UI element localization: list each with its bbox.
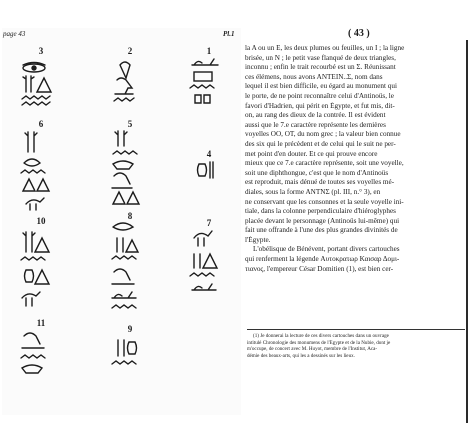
seated-figure-glyph-icon [112,173,132,188]
hand-glyph-icon [113,161,133,169]
column-number-6: 6 [38,119,44,129]
body-line: mieux que ce 7.e caractère représente, soit une voyelle, [245,159,404,168]
seated-figure-glyph-icon [115,78,133,94]
triangle-pair-glyph-icon [113,192,139,204]
plate-header-left: page 43 [3,30,26,38]
body-line: ne conservant que les consonnes et la seule voyelle ini- [245,197,404,206]
water-line-glyph-icon [190,273,214,276]
staff-glyph-icon [210,162,213,178]
column-number-5: 5 [127,119,133,129]
water-line-glyph-icon [112,361,136,364]
reed-pair-glyph-icon [118,340,124,356]
feather-glyph-icon [120,62,130,78]
footnote-line: m'occupe, de concert avec M. Huyot, membre de l'Institut, Aca- [247,346,378,353]
body-line: tiale, dans la colonne perpendiculaire d'hiéroglyphes [245,207,396,216]
footnote-line: intitulé Chronologie des monumens de l'Égypte et de la Nubie, dont je [247,339,391,346]
body-line: qui renferment la légende Αυτοκρατωρ Καισαρ Δομι- [245,255,400,264]
water-line-glyph-icon [21,355,45,358]
column-number-9: 9 [127,324,133,334]
column-number-8: 8 [127,211,133,221]
column-number-2: 2 [127,46,133,56]
body-line: τιανος, l'empereur César Domitien (1), est bien cer- [245,264,394,273]
body-text [245,44,467,274]
water-line-glyph-icon [113,151,137,154]
water-line-glyph-icon [112,305,136,308]
page-edge-line [466,40,468,423]
seated-figure-glyph-icon [22,333,44,348]
triangle-pair-glyph-icon [23,179,49,191]
water-line-glyph-icon [21,257,45,260]
hand-glyph-icon [22,365,42,373]
reclining-figure-glyph-icon [192,59,218,65]
text-page [241,28,474,427]
column-number-11: 11 [36,318,46,328]
column-number-3: 3 [38,46,44,56]
body-line: ces élémens, nous avons ANTEIN..Σ, nom dans [245,72,383,81]
body-line: met point d'en douter. Et ce qui prouve encore [245,149,378,158]
footnote-line: (1) Je donnerai la lecture de ces divers cartouches dans un ouvrage [253,333,389,339]
footnote-line: démie des beaux-arts, qui les a dessinés sur les lieux. [247,352,355,359]
body-line: le porte, de ne point reconnaître celui d'Antinoüs, le [245,91,394,100]
column-number-10: 10 [36,216,46,226]
triangle-glyph-icon [35,270,49,284]
reclining-figure-glyph-icon [192,284,216,290]
loop-glyph-icon [113,223,133,230]
water-line-glyph-icon [21,170,45,173]
vase-glyph-icon [128,342,137,354]
body-line: L'obélisque de Bénévent, portant divers cartouches [253,245,400,254]
bird-glyph-icon [22,292,40,306]
plate-header-right: Pl.1 [223,30,235,38]
box-glyph-icon [194,72,212,81]
reclining-figure-glyph-icon [112,292,136,298]
reed-pair-glyph-icon [115,131,127,146]
body-line: fait une offrande à l'une des plus grandes divinités de [245,226,398,235]
feather-glyph-icon [117,238,123,252]
vase-glyph-icon [198,164,207,176]
reed-pair-glyph-icon [194,254,200,268]
water-line-glyph-icon [22,102,50,105]
triangle-glyph-icon [126,240,138,252]
hieroglyph-plate [4,46,236,408]
body-line: inconnu ; enfin le trait recourbé est un Σ. Réunissant [245,63,396,72]
body-line: placée devant le personnage (Antinoüs lui-même) qui [245,216,400,225]
vase-glyph-icon [25,270,34,282]
body-line: brisée, un N ; le petit vase flanqué de deux triangles, [245,53,396,62]
footnote [247,333,467,359]
water-line-glyph-icon [190,85,214,88]
bird-glyph-icon [26,198,44,210]
body-line: diales, sous la forme ANTNΣ (pl. III, n.° 3), en [245,187,381,196]
reed-pair-glyph-icon [23,76,34,92]
water-line-glyph-icon [112,256,136,259]
hieroglyph-glyphs [4,46,236,408]
body-line: lequel il est bien difficile, eu égard au monument qui [245,82,397,91]
water-line-glyph-icon [22,96,50,99]
body-line: soit une diphthongue, c'est que le nom d'Antinoüs [245,168,389,177]
bird-glyph-icon [194,231,212,246]
water-line-glyph-icon [114,98,134,101]
loop-glyph-icon [24,159,40,166]
column-number-1: 1 [206,46,212,56]
body-line: on, au rang des dieux de la contrée. Il est évident [245,111,386,120]
eye-glyph-icon [23,63,45,73]
reed-pair-glyph-icon [23,232,35,252]
body-line: voyelles OO, OT, du nom grec ; la valeur bien connue [245,130,401,139]
body-line: des six qui le précèdent et de celui qui le suit ne per- [245,139,396,148]
footnote-divider [247,329,465,330]
triangle-glyph-icon [35,238,49,252]
reed-pair-glyph-icon [25,132,37,152]
column-number-7: 7 [206,218,212,228]
page-number: ( 43 ) [348,28,370,39]
triangle-glyph-icon [203,254,217,268]
triangle-glyph-icon [37,78,51,92]
seated-figure-glyph-icon [112,269,134,284]
body-line: aussi que le 7.e caractère représente les dernières [245,120,386,129]
column-number-4: 4 [206,149,212,159]
body-line: favori d'Hadrien, qui périt en Égypte, et fut mis, dit- [245,101,395,110]
body-line: l'Égypte. [245,235,271,244]
body-line: est reproduit, mais dénué de toutes ses voyelles mé- [245,178,395,187]
body-line: la A ou un E, les deux plumes ou feuilles, un I ; la ligne [245,44,405,52]
container-glyph-icon [195,95,210,103]
